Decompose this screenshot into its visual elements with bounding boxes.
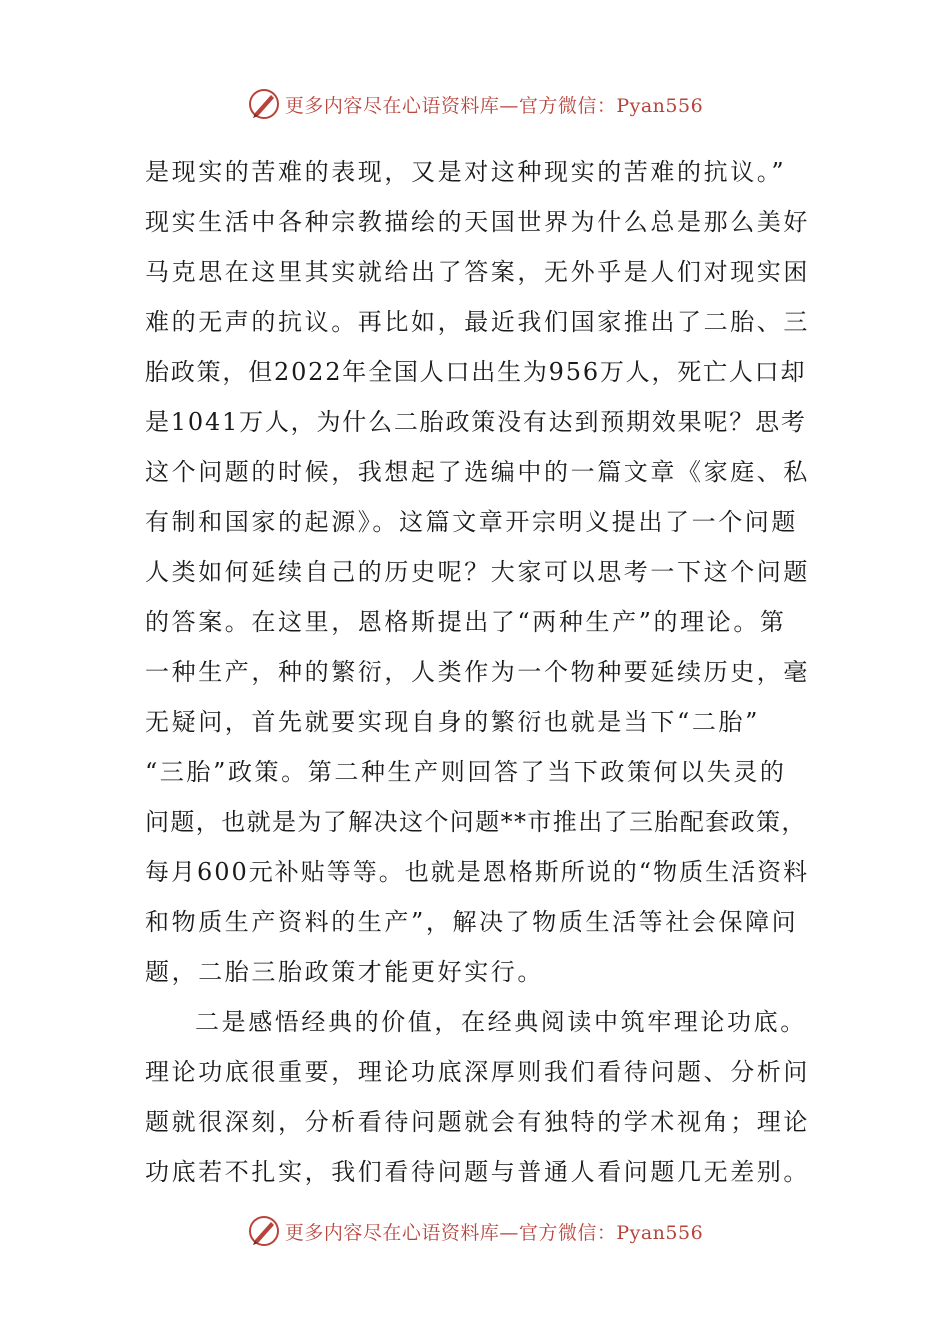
text-line: 是现实的苦难的表现，又是对这种现实的苦难的抗议。”: [145, 158, 787, 186]
text-line: 现实生活中各种宗教描绘的天国世界为什么总是那么美好: [145, 208, 810, 236]
text-line: 每月600元补贴等等。也就是恩格斯所说的“物质生活资料: [145, 858, 810, 886]
text-line: 人类如何延续自己的历史呢？大家可以思考一下这个问题: [145, 558, 810, 586]
text-line: 功底若不扎实，我们看待问题与普通人看问题几无差别。: [145, 1158, 810, 1186]
footer-banner-text: 更多内容尽在心语资料库—官方微信：Pyan556: [284, 1221, 704, 1244]
text-line: 马克思在这里其实就给出了答案，无外乎是人们对现实困: [145, 258, 810, 286]
text-line: 无疑问，首先就要实现自身的繁衍也就是当下“二胎”: [145, 708, 760, 736]
header-banner: [0, 84, 950, 124]
text-line: 难的无声的抗议。再比如，最近我们国家推出了二胎、三: [145, 308, 810, 336]
text-line: 有制和国家的起源》。这篇文章开宗明义提出了一个问题: [145, 508, 798, 536]
text-line: 这个问题的时候，我想起了选编中的一篇文章《家庭、私: [145, 458, 810, 486]
pen-logo-icon: [247, 1214, 281, 1248]
text-line: 一种生产，种的繁衍，人类作为一个物种要延续历史，毫: [145, 658, 810, 686]
footer-banner: [0, 1211, 950, 1251]
text-line: 问题，也就是为了解决这个问题**市推出了三胎配套政策，: [145, 808, 807, 836]
text-line: 题就很深刻，分析看待问题就会有独特的学术视角；理论: [145, 1108, 810, 1136]
header-banner-text: 更多内容尽在心语资料库—官方微信：Pyan556: [284, 94, 704, 117]
text-line: 的答案。在这里，恩格斯提出了“两种生产”的理论。第: [145, 608, 787, 636]
text-line: 是1041万人，为什么二胎政策没有达到预期效果呢？思考: [145, 408, 807, 436]
text-line: 和物质生产资料的生产”，解决了物质生活等社会保障问: [145, 908, 799, 936]
text-line: 题，二胎三胎政策才能更好实行。: [145, 958, 544, 986]
text-line: 理论功底很重要，理论功底深厚则我们看待问题、分析问: [145, 1058, 810, 1086]
text-line: 胎政策，但2022年全国人口出生为956万人，死亡人口却: [145, 358, 807, 386]
text-line: “三胎”政策。第二种生产则回答了当下政策何以失灵的: [145, 758, 787, 786]
pen-logo-icon: [247, 87, 281, 121]
document-body: [145, 147, 810, 1197]
paragraph-heading-line: 二是感悟经典的价值，在经典阅读中筑牢理论功底。: [195, 1008, 807, 1036]
